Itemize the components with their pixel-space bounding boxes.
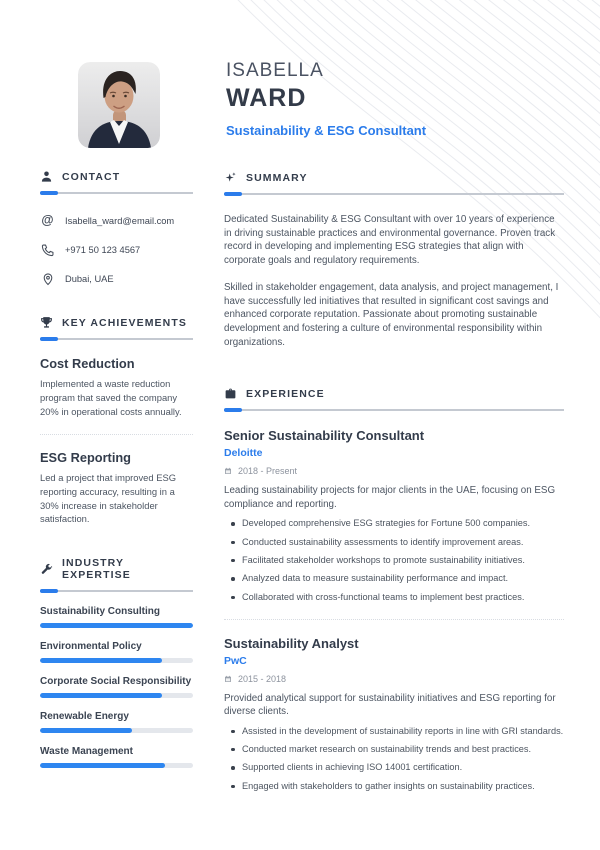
job-dates-text: 2015 - 2018: [238, 673, 287, 684]
calendar-icon: [224, 467, 232, 475]
skill-row: [40, 675, 193, 698]
dotted-divider: [40, 434, 193, 435]
job-description: Provided analytical support for sustainability initiatives and ESG reporting for diverse clients.: [224, 692, 556, 718]
achievements-heading: KEY ACHIEVEMENTS: [62, 316, 187, 329]
summary-paragraph: Skilled in stakeholder engagement, data analysis, and project management, I have successfully led initiatives that resulted in significant cost savings and enhanced corporate reputation. Passionate about promoting sustainable development and fostering a culture of environmental responsibility within organizations.: [224, 281, 559, 348]
contact-section: [40, 170, 193, 287]
summary-section-header: [224, 171, 564, 184]
skill-bar: [40, 763, 193, 768]
trophy-icon: [40, 316, 53, 329]
phone-icon: [40, 242, 55, 257]
achievement-item: [40, 450, 193, 527]
achievement-title: Cost Reduction: [40, 356, 135, 371]
job-dates-text: 2018 - Present: [238, 466, 298, 477]
company-name: PwC: [224, 654, 247, 667]
contact-item-location: [40, 270, 193, 287]
summary-paragraph: Dedicated Sustainability & ESG Consultant with over 10 years of experience in driving sustainable practices and environmental governance. Proven track record in developing and implementing ESG strategies that align with corporate goals and regulatory requirements.: [224, 214, 556, 267]
section-underline: [40, 337, 193, 341]
company-name: Deloitte: [224, 447, 263, 460]
experience-section: [224, 387, 564, 792]
expertise-section-header: [40, 557, 193, 581]
job-bullet: Facilitated stakeholder workshops to promote sustainability initiatives.: [224, 554, 564, 567]
job-bullet: Analyzed data to measure sustainability performance and impact.: [224, 572, 564, 585]
briefcase-icon: [224, 387, 237, 400]
location-pin-icon: [40, 271, 55, 286]
section-underline: [224, 192, 564, 196]
job-dates: [224, 674, 564, 684]
achievement-text: Implemented a waste reduction program that saved the company 20% in operational costs annually.: [40, 378, 182, 417]
profile-photo-illustration: [78, 62, 160, 148]
section-underline: [224, 408, 564, 412]
skill-label: Waste Management: [40, 746, 133, 758]
contact-heading: CONTACT: [62, 170, 121, 183]
headline: Sustainability & ESG Consultant: [226, 123, 427, 139]
main-column: [224, 171, 564, 793]
email-text: Isabella_ward@email.com: [65, 215, 175, 226]
experience-heading: EXPERIENCE: [246, 387, 325, 400]
skill-bar: [40, 693, 193, 698]
skill-bar: [40, 658, 193, 663]
achievements-section-header: [40, 316, 193, 329]
job-bullet: Conducted sustainability assessments to identify improvement areas.: [224, 536, 564, 549]
person-icon: [40, 170, 53, 183]
contact-item-email: [40, 212, 193, 229]
section-underline: [40, 191, 193, 195]
skill-bar: [40, 623, 193, 628]
summary-section: [224, 171, 564, 349]
contact-list: [40, 212, 193, 287]
job-entry: [224, 428, 564, 603]
job-bullet: Engaged with stakeholders to gather insights on sustainability practices.: [224, 780, 564, 793]
skill-label: Environmental Policy: [40, 641, 142, 653]
skill-row: [40, 710, 193, 733]
job-title: Sustainability Analyst: [224, 635, 359, 651]
contact-item-phone: [40, 241, 193, 258]
skill-label: Renewable Energy: [40, 711, 129, 723]
industry-expertise-section: [40, 557, 193, 768]
summary-heading: SUMMARY: [246, 171, 308, 184]
profile-photo: [78, 62, 160, 148]
achievement-item: [40, 356, 193, 419]
skill-row: [40, 605, 193, 628]
skill-label: Corporate Social Responsibility: [40, 676, 192, 688]
job-bullet: Conducted market research on sustainability trends and best practices.: [224, 743, 564, 756]
job-entry: [224, 636, 564, 793]
achievement-title: ESG Reporting: [40, 449, 132, 465]
skill-bar: [40, 728, 193, 733]
location-text: Dubai, UAE: [65, 273, 114, 284]
job-bullet: Assisted in the development of sustainability reports in line with GRI standards.: [224, 725, 564, 738]
last-name: WARD: [226, 83, 307, 112]
job-description: Leading sustainability projects for major clients in the UAE, focusing on ESG compliance and reporting.: [224, 485, 556, 511]
contact-section-header: [40, 170, 193, 183]
wrench-icon: [40, 563, 53, 576]
job-bullet: Supported clients in achieving ISO 14001 certification.: [224, 761, 564, 774]
experience-section-header: [224, 387, 564, 400]
skill-row: [40, 745, 193, 768]
job-dates: [224, 466, 564, 476]
expertise-heading: INDUSTRY EXPERTISE: [62, 557, 131, 582]
section-underline: [40, 589, 193, 593]
at-icon: @: [41, 213, 54, 228]
key-achievements-section: [40, 316, 193, 526]
job-bullet-list: [224, 725, 564, 793]
skill-label: Sustainability Consulting: [40, 606, 161, 618]
dotted-divider: [224, 619, 564, 620]
calendar-icon: [224, 675, 232, 683]
job-bullet: Developed comprehensive ESG strategies for Fortune 500 companies.: [224, 517, 564, 530]
name-block: [226, 60, 426, 138]
first-name: ISABELLA: [226, 60, 324, 81]
skill-row: [40, 640, 193, 663]
phone-text: +971 50 123 4567: [65, 244, 141, 255]
sparkle-icon: [224, 171, 237, 184]
sidebar: [40, 170, 193, 768]
achievement-text: Led a project that improved ESG reporting accuracy, resulting in a 30% increase in stakeholder satisfaction.: [40, 471, 177, 525]
job-title: Senior Sustainability Consultant: [224, 428, 425, 444]
job-bullet: Collaborated with cross-functional teams to implement best practices.: [224, 591, 564, 604]
job-bullet-list: [224, 517, 564, 603]
